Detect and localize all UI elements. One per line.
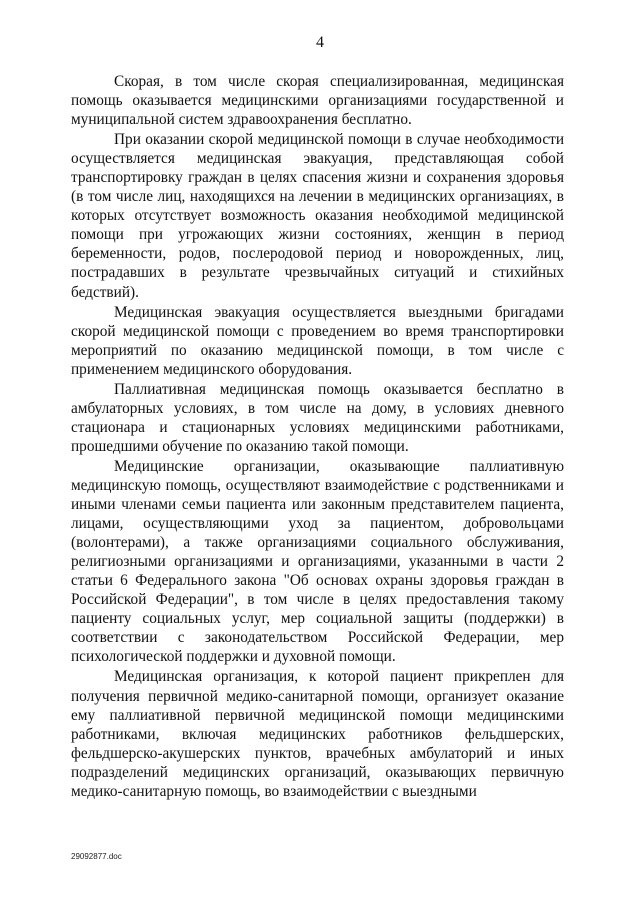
paragraph-primary-care-organization: Медицинская организация, к которой пациент прикреплен для получения первичной медико-санитарной помощи, организует оказание ему паллиативной первичной медицинской помощи медицинскими работниками, включая медицинских работников фельдшерских, фельдшерско-акушерских пунктов, врачебных амбулаторий и иных подразделений медицинских организаций, оказывающих первичную медико-санитарную помощь, во взаимодействии с выездными <box>71 668 564 800</box>
paragraph-ambulance-care: Скорая, в том числе скорая специализированная, медицинская помощь оказывается медицинскими организациями государственной и муниципальной систем здравоохранения бесплатно. <box>71 73 564 129</box>
paragraph-medical-evacuation: При оказании скорой медицинской помощи в случае необходимости осуществляется медицинская эвакуация, представляющая собой транспортировку граждан в целях спасения жизни и сохранения здоровья (в том числе лиц, находящихся на лечении в медицинских организациях, в которых отсутствует возможность оказания необходимой медицинской помощи при угрожающих жизни состояниях, женщин в период беременности, родов, послеродовой период и новорожденных, лиц, пострадавших в результате чрезвычайных ситуаций и стихийных бедствий). <box>71 131 564 301</box>
footer-doc-id: 29092877.doc <box>71 852 122 861</box>
paragraph-evacuation-teams: Медицинская эвакуация осуществляется выездными бригадами скорой медицинской помощи с проведением во время транспортировки мероприятий по оказанию медицинской помощи, в том числе с применением медицинского оборудования. <box>71 303 564 378</box>
paragraph-palliative-organizations: Медицинские организации, оказывающие паллиативную медицинскую помощь, осуществляют взаимодействие с родственниками и иными членами семьи пациента или законным представителем пациента, лицами, осуществляющими уход за пациентом, добровольцами (волонтерами), а также организациями социального обслуживания, религиозными организациями и организациями, указанными в части 2 статьи 6 Федерального закона "Об основах охраны здоровья граждан в Российской Федерации", в том числе в целях предоставления такому пациенту социальных услуг, мер социальной защиты (поддержки) в соответствии с законодательством Российской Федерации, мер психологической поддержки и духовной помощи. <box>71 457 564 666</box>
paragraph-palliative-care: Паллиативная медицинская помощь оказывается бесплатно в амбулаторных условиях, в том числе на дому, в условиях дневного стационара и стационарных условиях медицинскими работниками, прошедшими обучение по оказанию такой помощи. <box>71 380 564 455</box>
document-body <box>71 72 564 801</box>
page-number: 4 <box>316 34 324 51</box>
